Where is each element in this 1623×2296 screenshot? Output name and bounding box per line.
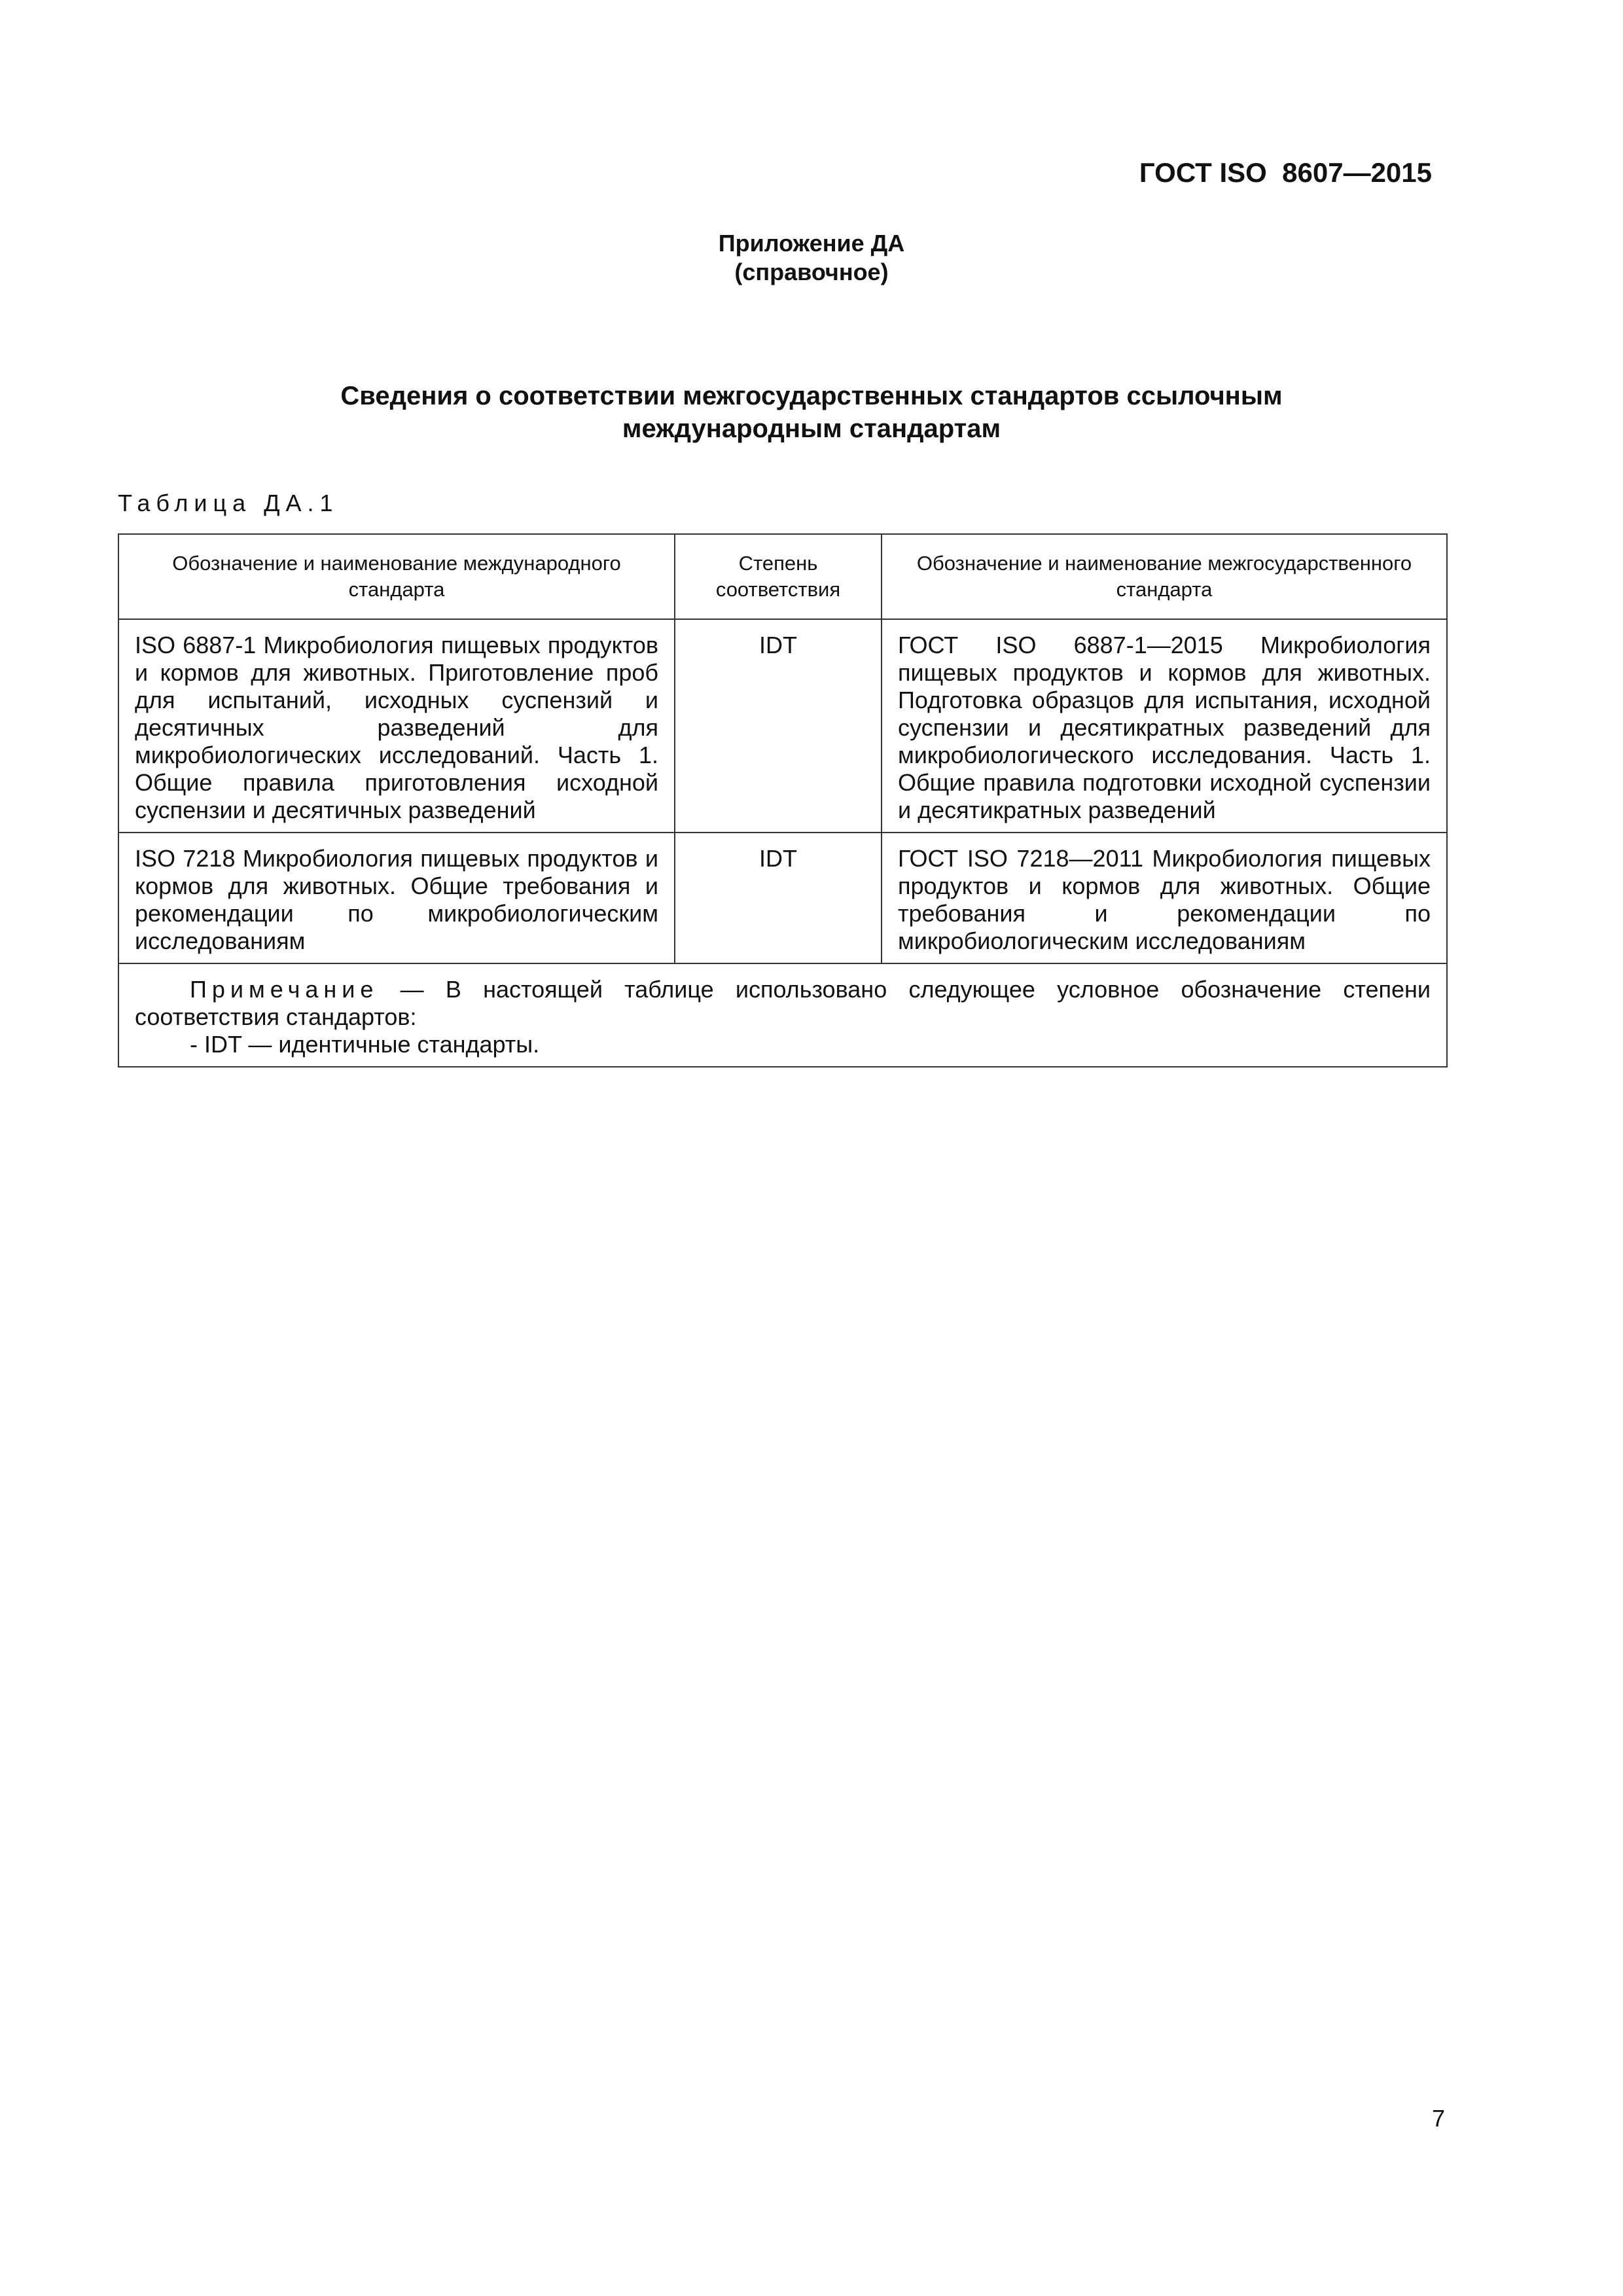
table-row: [118, 619, 1447, 833]
correspondence-table: [118, 533, 1448, 1067]
cell-interstate: ГОСТ ISO 6887-1—2015 Микробиология пищевых продуктов и кормов для животных. Подготовка образцов для испытания, исходной суспензии и десятикратных разведений для микробиологического исследования. Часть 1. Общие правила подготовки исходной суспензии и десятикратных разведений: [882, 619, 1447, 833]
page-number: 7: [1431, 2105, 1445, 2132]
header-international: Обозначение и наименование международного стандарта: [118, 534, 675, 619]
section-title-line2: международным стандартам: [622, 414, 1001, 443]
cell-international: ISO 7218 Микробиология пищевых продуктов и кормов для животных. Общие требования и рекомендации по микробиологическим исследованиям: [118, 833, 675, 963]
section-title: [0, 380, 1623, 445]
note-item: - IDT — идентичные стандарты.: [190, 1031, 540, 1058]
note-text: [135, 976, 1431, 1031]
appendix-heading: [0, 229, 1623, 287]
cell-international: ISO 6887-1 Микробиология пищевых продуктов и кормов для животных. Приготовление проб для испытаний, исходных суспензий и десятичных разведений для микробиологических исследований. Часть 1. Общие правила приготовления исходной суспензии и десятичных разведений: [118, 619, 675, 833]
table-header-row: [118, 534, 1447, 619]
header-degree: Степень соответствия: [675, 534, 882, 619]
cell-interstate: ГОСТ ISO 7218—2011 Микробиология пищевых продуктов и кормов для животных. Общие требования и рекомендации по микробиологическим исследованиям: [882, 833, 1447, 963]
table-caption: Таблица ДА.1: [118, 490, 339, 516]
appendix-title: Приложение ДА: [718, 230, 905, 257]
note-label: Примечание: [190, 976, 379, 1003]
table-note-row: [118, 963, 1447, 1067]
document-code: ГОСТ ISO 8607—2015: [1139, 157, 1432, 188]
appendix-subtitle: (справочное): [734, 259, 889, 285]
table-note: [118, 963, 1447, 1067]
cell-degree: IDT: [675, 619, 882, 833]
table-row: [118, 833, 1447, 963]
note-body: — В настоящей таблице использовано следующее условное обозначение степени соответствия стандартов:: [135, 976, 1431, 1030]
section-title-line1: Сведения о соответствии межгосударственных стандартов ссылочным: [340, 382, 1283, 410]
header-interstate: Обозначение и наименование межгосударственного стандарта: [882, 534, 1447, 619]
cell-degree: IDT: [675, 833, 882, 963]
